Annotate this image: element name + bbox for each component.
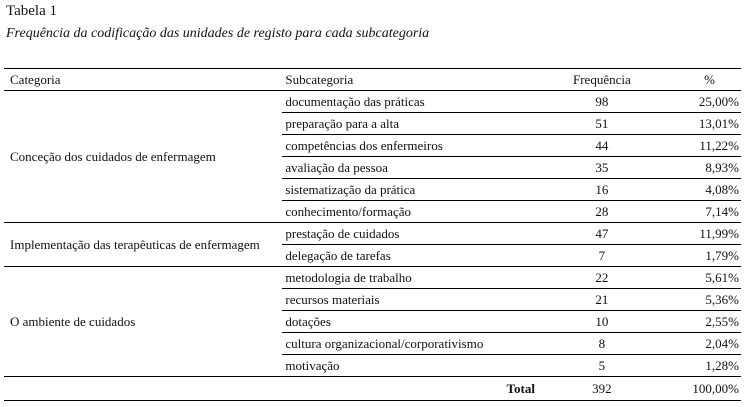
- total-label: Total: [282, 377, 549, 401]
- subcategory-cell: metodologia de trabalho: [282, 267, 549, 289]
- header-percent: %: [655, 69, 741, 91]
- frequency-cell: 47: [549, 223, 655, 245]
- frequency-cell: 8: [549, 333, 655, 355]
- percent-cell: 11,22%: [655, 135, 741, 157]
- percent-cell: 11,99%: [655, 223, 741, 245]
- frequency-cell: 44: [549, 135, 655, 157]
- subcategory-cell: competências dos enfermeiros: [282, 135, 549, 157]
- frequency-cell: 22: [549, 267, 655, 289]
- percent-cell: 8,93%: [655, 157, 741, 179]
- frequency-cell: 10: [549, 311, 655, 333]
- percent-cell: 4,08%: [655, 179, 741, 201]
- total-empty-cell: [4, 377, 282, 401]
- subcategory-cell: cultura organizacional/corporativismo: [282, 333, 549, 355]
- subcategory-cell: sistematização da prática: [282, 179, 549, 201]
- category-cell: Implementação das terapêuticas de enfermagem: [4, 223, 282, 267]
- table-header: [4, 69, 741, 91]
- total-percent: 100,00%: [655, 377, 741, 401]
- table-row: [4, 267, 741, 289]
- frequency-cell: 51: [549, 113, 655, 135]
- table-number: Tabela 1: [6, 3, 58, 19]
- percent-cell: 1,28%: [655, 355, 741, 377]
- category-cell: O ambiente de cuidados: [4, 267, 282, 377]
- percent-cell: 1,79%: [655, 245, 741, 267]
- percent-cell: 7,14%: [655, 201, 741, 223]
- header-category: Categoria: [4, 69, 282, 91]
- table-title: Frequência da codificação das unidades de registo para cada subcategoria: [6, 26, 430, 41]
- percent-cell: 5,36%: [655, 289, 741, 311]
- subcategory-cell: delegação de tarefas: [282, 245, 549, 267]
- header-frequency: Frequência: [549, 69, 655, 91]
- percent-cell: 25,00%: [655, 91, 741, 113]
- subcategory-cell: motivação: [282, 355, 549, 377]
- subcategory-cell: dotações: [282, 311, 549, 333]
- subcategory-cell: documentação das práticas: [282, 91, 549, 113]
- frequency-table: [4, 68, 741, 401]
- table-row: [4, 91, 741, 113]
- subcategory-cell: preparação para a alta: [282, 113, 549, 135]
- subcategory-cell: conhecimento/formação: [282, 201, 549, 223]
- percent-cell: 5,61%: [655, 267, 741, 289]
- subcategory-cell: avaliação da pessoa: [282, 157, 549, 179]
- total-row: [4, 377, 741, 401]
- table-body: [4, 91, 741, 377]
- category-cell: Conceção dos cuidados de enfermagem: [4, 91, 282, 223]
- frequency-cell: 21: [549, 289, 655, 311]
- subcategory-cell: recursos materiais: [282, 289, 549, 311]
- subcategory-cell: prestação de cuidados: [282, 223, 549, 245]
- frequency-cell: 5: [549, 355, 655, 377]
- frequency-cell: 35: [549, 157, 655, 179]
- frequency-cell: 28: [549, 201, 655, 223]
- table-row: [4, 223, 741, 245]
- percent-cell: 2,04%: [655, 333, 741, 355]
- percent-cell: 13,01%: [655, 113, 741, 135]
- frequency-cell: 16: [549, 179, 655, 201]
- header-subcategory: Subcategoria: [282, 69, 549, 91]
- total-frequency: 392: [549, 377, 655, 401]
- table-footer: [4, 377, 741, 401]
- frequency-cell: 98: [549, 91, 655, 113]
- header-row: [4, 69, 741, 91]
- frequency-cell: 7: [549, 245, 655, 267]
- percent-cell: 2,55%: [655, 311, 741, 333]
